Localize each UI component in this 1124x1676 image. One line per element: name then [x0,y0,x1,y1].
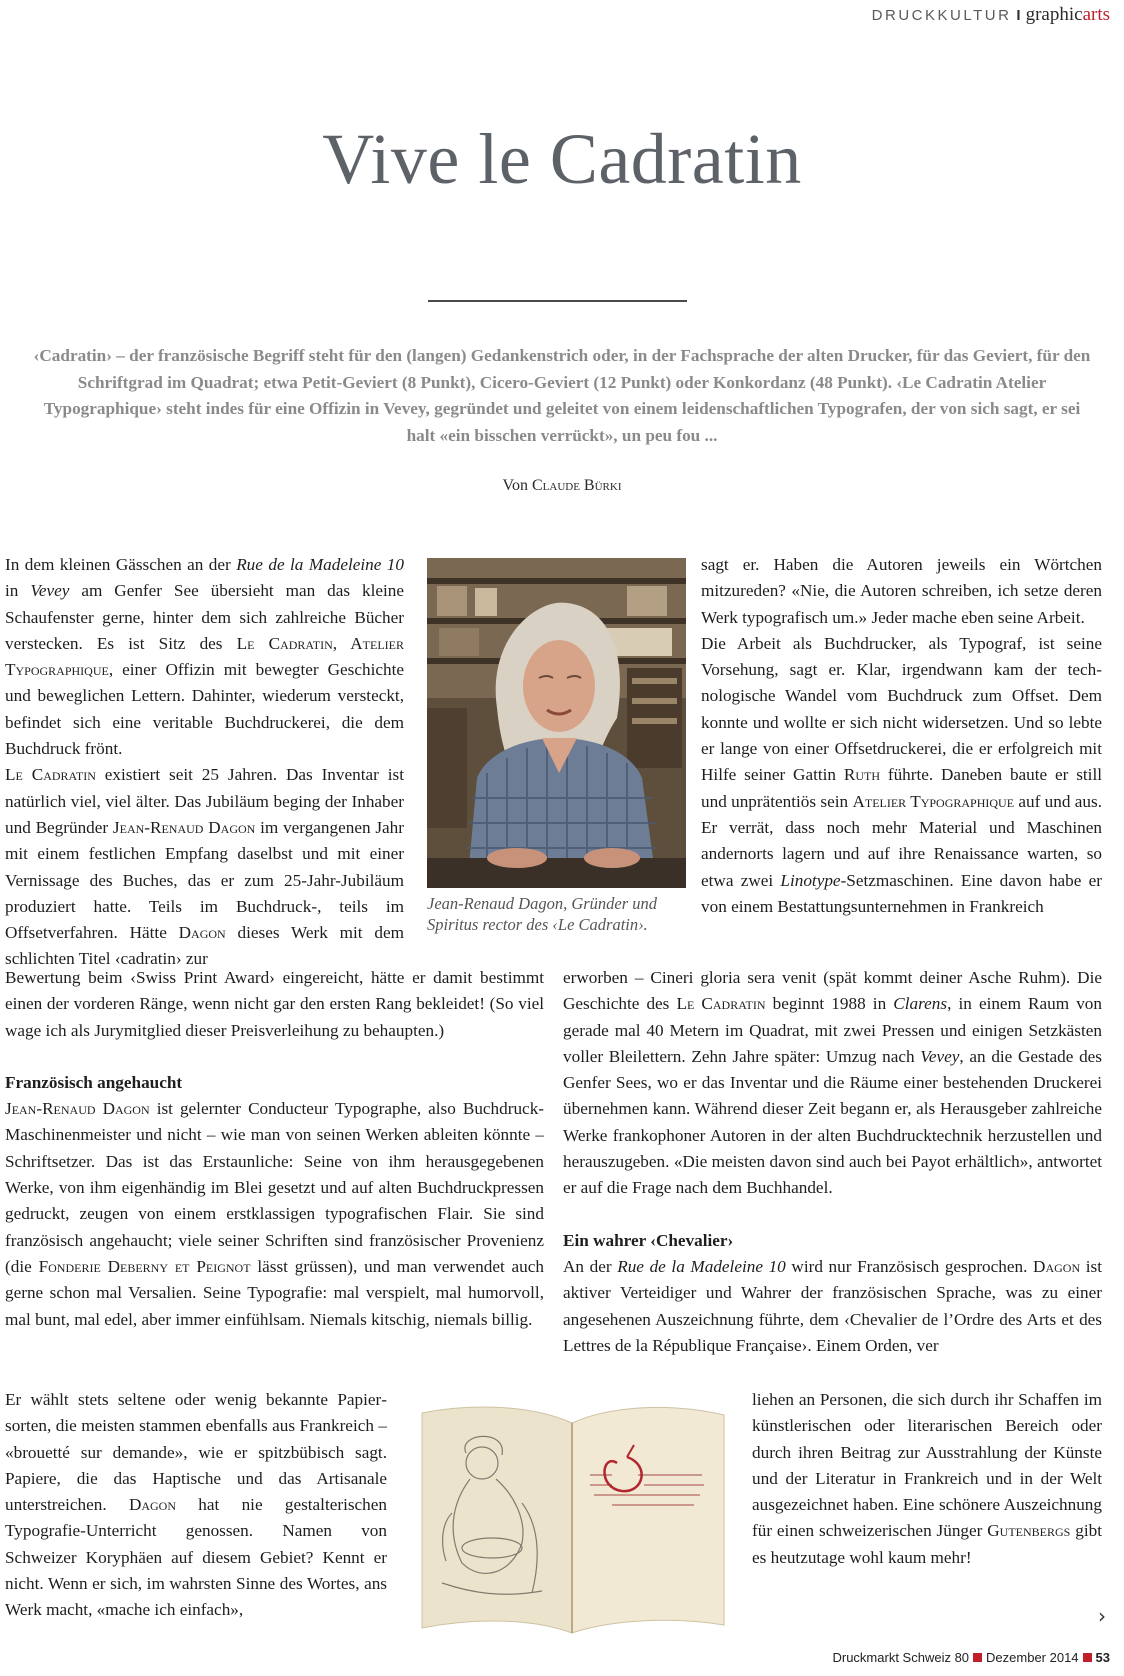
byline-author: Claude Bürki [531,477,622,494]
footer-square-icon [1083,1653,1092,1662]
running-head [872,4,1110,26]
photo-caption: Jean-Renaud Dagon, Gründer und Spiritus rector des ‹Le Cadratin›. [427,894,658,934]
footer-square-icon [973,1653,982,1662]
chevron-right-icon[interactable]: › [1098,1604,1106,1628]
footer-folio [832,1650,1110,1665]
byline-prefix: Von [502,477,528,494]
portrait-photo [427,558,686,888]
article-title: Vive le Cadratin [322,119,802,199]
column-1-bottom: Er wählt stets seltene oder wenig bekannte Papiersorten, die meisten stammen ebenfalls aus Frankreich – «brouetté sur demande», wie er spitzbübisch sagt. Papiere, die das Haptische und das Artisanale unterstreichen. Dagon hat nie gestalterischen Typografie-Unterricht genossen. Namen von Schweizer Koryphäen auf diesem Gebiet? Kennt er nicht. Wenn er sich, im wahrsten Sinne des Wortes, ans Werk macht, «mache ich einfach», [5,1390,387,1620]
section-heading-1: Französisch angehaucht [5,1072,183,1092]
section-label: DRUCKKULTUR [871,7,1012,24]
byline [0,477,1124,495]
column-2-top: sagt er. Haben die Autoren jeweils ein Wörtchen mitzureden? «Nie, die Autoren schreiben, ich setze deren Werk typografisch um.» Jeder mache eben seine Arbeit. Die Arbeit als Buchdrucker, als Typograf, ist seine Vorsehung, sagt er. Klar, irgendwann kam der technologische Wandel vom Buchdruck zum Offset. Dem konnte und wollte er sich nicht widersetzen. Und so lebte er lange von einer Offsetdruckerei, die er erfolgreich mit Hilfe seiner Gattin Ruth führte. Daneben baute er still und unprätentiös sein Atelier Typographique auf und aus. Er verrät, dass noch mehr Material und Maschinen andernorts lagern und auf ihre Renaissance warten, so etwa zwei Linotype-Setzmaschinen. Eine davon habe er von einem Bestattungsunternehmen in Frankreich [701,555,1103,916]
title-divider [428,300,687,302]
column-2-middle: erworben – Cineri gloria sera venit (spät kommt deiner Asche Ruhm). Die Geschichte des Le Cadratin beginnt 1988 in Clarens, in einem Raum von gerade mal 40 Metern im Quadrat, mit zwei Pressen und einigen Setzkästen voller Bleilettern. Zehn Jahre später: Umzug nach Vevey, an die Gestade des Genfer Sees, wo er das Inventar und die Räume einer bestehenden Druckerei übernehmen kann. Während dieser Zeit begann er, als Herausgeber zahlreiche Werke frankophoner Autoren in der alten Buchdrucktechnik herzustellen und herauszugeben. «Die meisten davon sind auch bei Payot erhältlich», antwortet er auf die Frage nach dem Buchhandel. Ein wahrer ‹Chevalier› An der Rue de la Madeleine 10 wird nur Französisch gesprochen. Dagon ist aktiver Verteidiger und Wahrer der französischen Sprache, was zu einer angesehenen Auszeichnung führte, dem ‹Chevalier de l’Ordre des Arts et des Lettres de la République Française›. Einem Orden, ver [563,968,1102,1355]
column-1-top: In dem kleinen Gässchen an der Rue de la Madeleine 10 in Vevey am Genfer See übersieht man das kleine Schaufenster gerne, hinter dem sich zahlreiche Bücher verstecken. Es ist Sitz des Le Cadratin, Atelier Typographique, einer Offizin mit bewegter Geschichte und beweglichen Lettern. Dahinter, wiederum versteckt, befindet sich eine veritable Buchdruckerei, die dem Buchdruck frönt. Le Cadratin existiert seit 25 Jahren. Das Inventar ist natürlich viel, viel älter. Das Jubiläum beging der Inhaber und Begründer Jean-Renaud Dagon im vergangenen Jahr mit einem festlichen Empfang daselbst und mit einer Vernissage des Buches, das er zum 25-Jahr-Jubiläum produziert hatte. Teils im Buchdruck-, teils im Offsetverfahren. Hätte Dagon dieses Werk mit dem schlichten Titel ‹cadratin› zur [5,555,404,969]
footer-magazine: Druckmarkt Schweiz 80 [832,1650,970,1665]
book-photo [412,1393,735,1643]
column-1-middle: Bewertung beim ‹Swiss Print Award› eingereicht, hätte er damit bestimmt einen der vorderen Ränge, wenn nicht gar den ersten Rang bekleidet! (So viel wage ich als Jurymitglied dieser Preisverleihung zu behaupten.) Französisch angehaucht Jean-Renaud Dagon ist gelernter Conducteur Typographe, also Buchdruck-Maschinenmeister und nicht – wie man von seinen Werken ableiten könnte – Schriftsetzer. Das ist das Erstaunliche: Seine von ihm herausgegebenen Werke, von ihm eigenhändig im Blei gesetzt und auf alten Buchdruckpressen gedruckt, zeugen von einem erstklassigen typografischen Flair. Sie sind französisch angehaucht; viele seiner Schriften sind französischer Provenienz (die Fonderie Deberny et Peignot lässt grüssen), und man verwendet auch gerne schon mal Versalien. Seine Typografie: mal verspielt, mal humorvoll, mal bunt, mal edel, aber immer einfühlsam. Niemals kitschig, niemals billig. [5,968,545,1329]
brand-logo: graphicarts [1025,4,1110,25]
section-heading-2: Ein wahrer ‹Chevalier› [563,1230,734,1250]
running-head-separator: I [1016,7,1021,24]
footer-date: Dezember 2014 [986,1650,1079,1665]
column-2-bottom: liehen an Personen, die sich durch ihr Schaffen im künstlerischen oder literarischen Bereich oder durch ihren Beitrag zur Ausstrahlung der Künste und der Literatur in Frankreich und in der Welt ausgezeichnet haben. Eine schönere Auszeichnung für einen schweizerischen Jünger Gutenbergs gibt es heutzutage wohl kaum mehr! [752,1390,1102,1567]
page-number: 53 [1095,1650,1110,1665]
article-lead: ‹Cadratin› – der französische Begriff steht für den (langen) Gedankenstrich oder, in der Fachsprache der alten Drucker, für das Geviert, für den Schriftgrad im Quadrat; etwa Petit-Geviert (8 Punkt), Cicero-Geviert (12 Punkt) oder Konkordanz (48 Punkt). ‹Le Cadratin Atelier Typographique› steht indes für eine Offizin in Vevey, gegründet und geleitet von einem leidenschaftlichen Typografen, der von sich sagt, er sei halt «ein bisschen verrückt», un peu fou ... [33,346,1091,445]
